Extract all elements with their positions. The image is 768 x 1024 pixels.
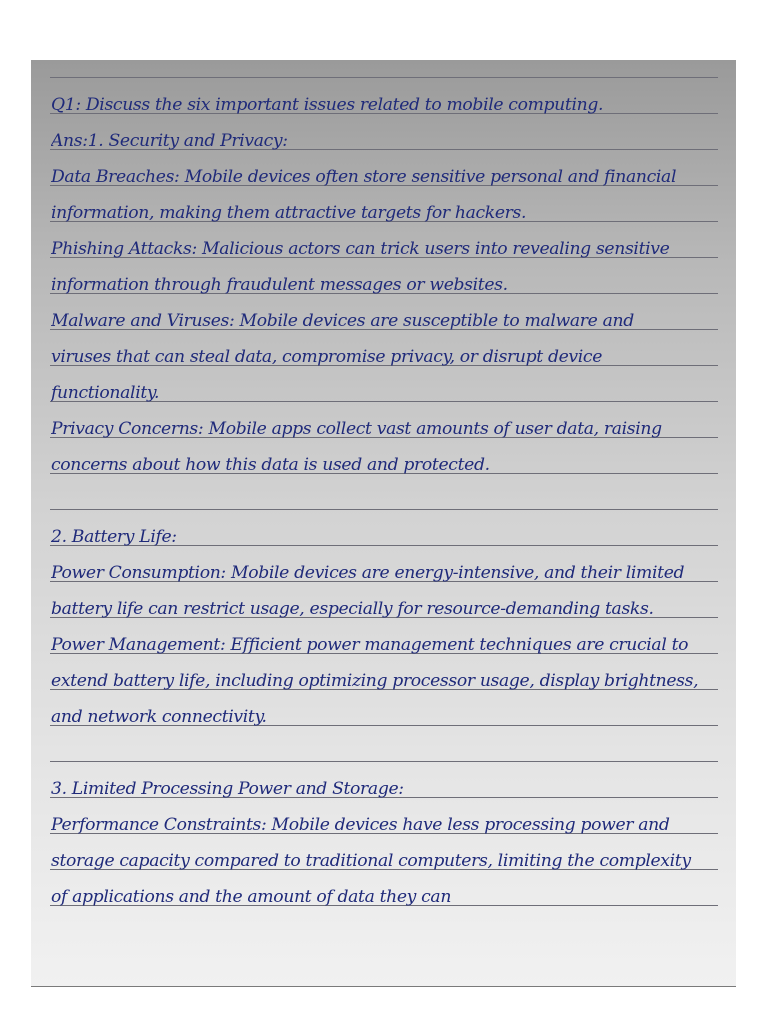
answer-heading-line: Ans:1. Security and Privacy: bbox=[51, 131, 288, 151]
text-line: information, making them attractive targets for hackers. bbox=[51, 203, 527, 223]
text-line: Power Consumption: Mobile devices are energy-intensive, and their limited bbox=[51, 563, 685, 583]
text-line: Privacy Concerns: Mobile apps collect vast amounts of user data, raising bbox=[51, 419, 662, 439]
text-line: Power Management: Efficient power management techniques are crucial to bbox=[51, 635, 689, 655]
notebook-page bbox=[31, 60, 736, 986]
section-heading-line: 3. Limited Processing Power and Storage: bbox=[51, 779, 404, 799]
text-line: Phishing Attacks: Malicious actors can trick users into revealing sensitive bbox=[51, 239, 670, 259]
section-heading-line: 2. Battery Life: bbox=[51, 527, 177, 547]
text-line: viruses that can steal data, compromise privacy, or disrupt device bbox=[51, 347, 603, 367]
question-line: Q1: Discuss the six important issues related to mobile computing. bbox=[51, 95, 604, 115]
text-line: Data Breaches: Mobile devices often store sensitive personal and financial bbox=[51, 167, 677, 187]
text-line: battery life can restrict usage, especially for resource-demanding tasks. bbox=[51, 599, 654, 619]
page-bottom-rule bbox=[31, 986, 736, 987]
blank-line bbox=[51, 738, 723, 768]
text-line: Malware and Viruses: Mobile devices are susceptible to malware and bbox=[51, 311, 634, 331]
text-line: extend battery life, including optimizing processor usage, display brightness, bbox=[51, 671, 699, 691]
text-line: concerns about how this data is used and protected. bbox=[51, 455, 490, 475]
text-line: storage capacity compared to traditional computers, limiting the complexity bbox=[51, 851, 691, 871]
ruled-line bbox=[50, 77, 718, 78]
blank-line bbox=[51, 486, 723, 516]
text-line: information through fraudulent messages or websites. bbox=[51, 275, 508, 295]
text-line: and network connectivity. bbox=[51, 707, 267, 727]
text-line: Performance Constraints: Mobile devices have less processing power and bbox=[51, 815, 670, 835]
text-line: of applications and the amount of data they can bbox=[51, 887, 452, 907]
text-line: functionality. bbox=[51, 383, 160, 403]
